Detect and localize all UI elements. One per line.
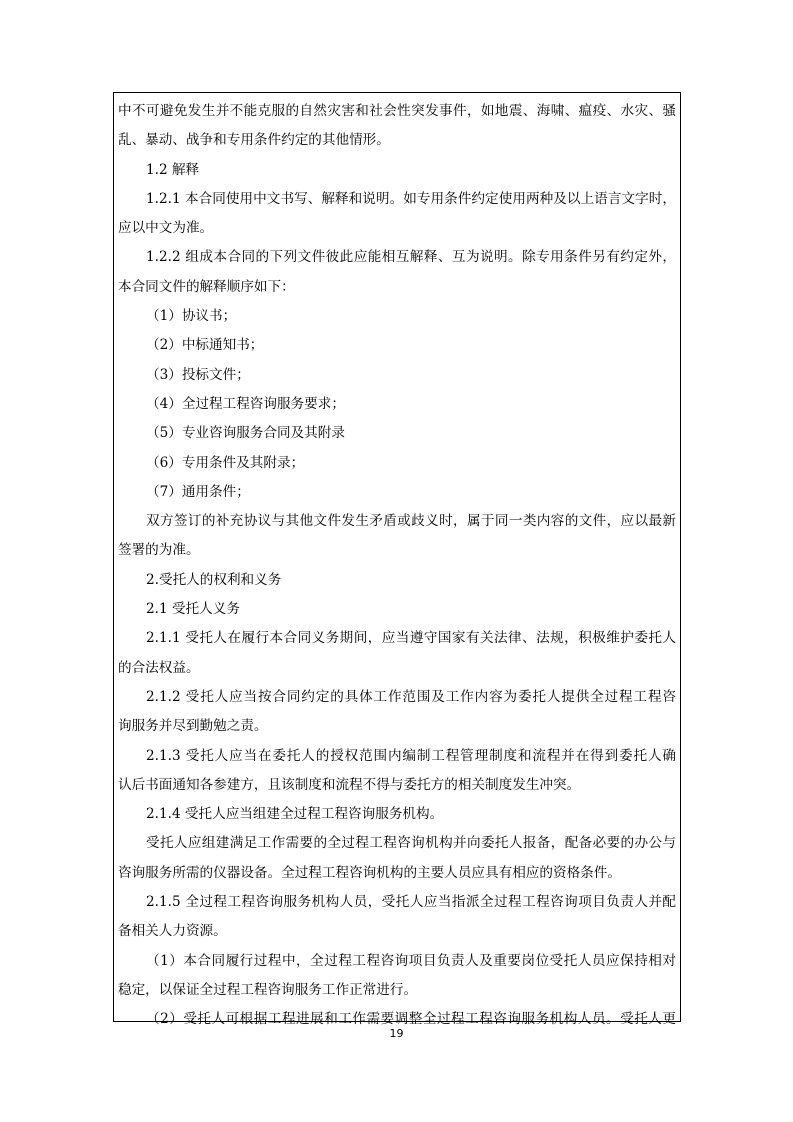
text-line: 询服务并尽到勤勉之责。 xyxy=(118,718,268,735)
text-line: （6）专用条件及其附录； xyxy=(146,454,305,471)
text-line: 备相关人力资源。 xyxy=(118,923,227,940)
text-line: 稳定，以保证全过程工程咨询服务工作正常进行。 xyxy=(118,981,418,998)
text-line: 中不可避免发生并不能克服的自然灾害和社会性突发事件，如地震、海啸、瘟疫、水灾、骚 xyxy=(118,103,676,119)
page-number: 19 xyxy=(389,1027,404,1040)
text-line: 2.1.4 受托人应当组建全过程工程咨询服务机构。 xyxy=(146,806,444,823)
text-line: 认后书面通知各参建方，且该制度和流程不得与委托方的相关制度发生冲突。 xyxy=(118,776,581,793)
text-line: 2.1.1 受托人在履行本合同义务期间，应当遵守国家有关法律、法规，积极维护委托人 xyxy=(146,630,676,647)
text-line: 2.1 受托人义务 xyxy=(146,601,240,618)
text-line: 本合同文件的解释顺序如下： xyxy=(118,278,295,295)
text-line: 2.1.5 全过程工程咨询服务机构人员，受托人应当指派全过程工程咨询项目负责人并配 xyxy=(146,894,676,911)
text-line: 乱、暴动、战争和专用条件约定的其他情形。 xyxy=(118,132,390,149)
text-line: （2）中标通知书； xyxy=(146,337,264,354)
text-line: 双方签订的补充协议与其他文件发生矛盾或歧义时，属于同一类内容的文件，应以最新 xyxy=(146,513,676,530)
text-line: 的合法权益。 xyxy=(118,659,200,676)
text-line: 受托人应组建满足工作需要的全过程工程咨询机构并向委托人报备，配备必要的办公与 xyxy=(146,835,676,852)
document-body xyxy=(118,97,676,1035)
text-line: （2）受托人可根据工程进展和工作需要调整全过程工程咨询服务机构人员。受托人更 xyxy=(146,1011,676,1028)
text-line: （1）本合同履行过程中，全过程工程咨询项目负责人及重要岗位受托人员应保持相对 xyxy=(146,952,676,969)
text-line: 2.1.3 受托人应当在委托人的授权范围内编制工程管理制度和流程并在得到委托人确 xyxy=(146,747,676,764)
text-line: 2.1.2 受托人应当按合同约定的具体工作范围及工作内容为委托人提供全过程工程咨 xyxy=(146,688,676,705)
text-line: （7）通用条件； xyxy=(146,483,250,500)
text-line: （5）专业咨询服务合同及其附录 xyxy=(146,425,345,442)
text-line: （3）投标文件； xyxy=(146,366,250,383)
text-line: 1.2.2 组成本合同的下列文件彼此应能相互解释、互为说明。除专用条件另有约定外， xyxy=(146,249,676,266)
text-line: 1.2 解释 xyxy=(146,161,200,178)
text-line: （1）协议书； xyxy=(146,308,237,325)
text-line: （4）全过程工程咨询服务要求； xyxy=(146,395,345,412)
text-line: 咨询服务所需的仪器设备。全过程工程咨询机构的主要人员应具有相应的资格条件。 xyxy=(118,864,621,881)
text-line: 2.受托人的权利和义务 xyxy=(146,571,282,588)
text-line: 应以中文为准。 xyxy=(118,220,214,237)
text-line: 1.2.1 本合同使用中文书写、解释和说明。如专用条件约定使用两种及以上语言文字时， xyxy=(146,190,676,207)
text-line: 签署的为准。 xyxy=(118,542,200,559)
